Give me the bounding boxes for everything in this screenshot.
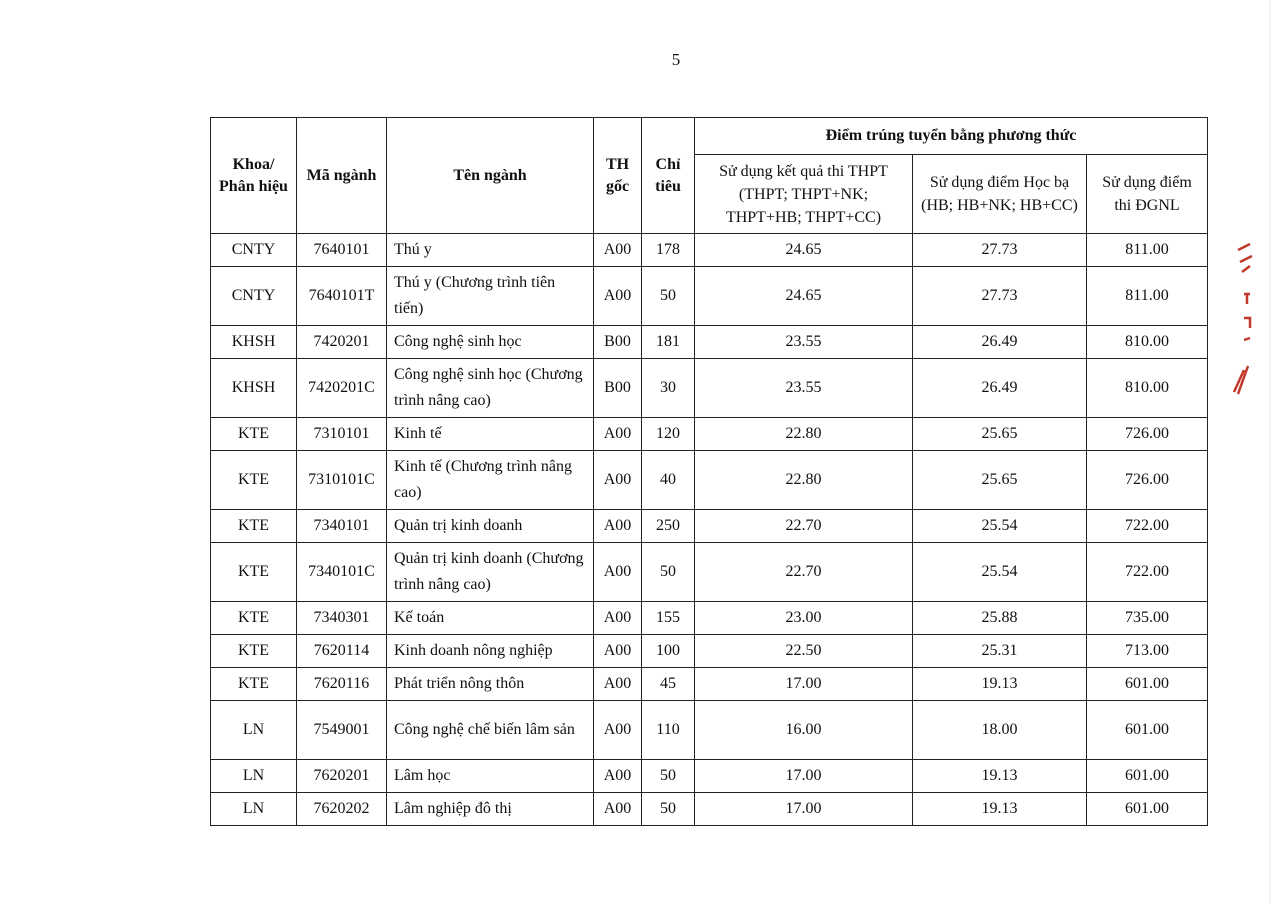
cell-group: A00: [594, 760, 642, 793]
cell-thpt: 17.00: [695, 793, 913, 826]
cell-code: 7620116: [297, 668, 387, 701]
cell-thpt: 24.65: [695, 267, 913, 326]
header-code: Mã ngành: [297, 118, 387, 234]
cell-dgnl: 713.00: [1087, 635, 1208, 668]
table-row: [211, 668, 1208, 701]
cell-thpt: 22.50: [695, 635, 913, 668]
page-number: 5: [671, 50, 681, 69]
cell-quota: 181: [642, 326, 695, 359]
cell-name: Công nghệ sinh học (Chương trình nâng cao): [387, 359, 594, 418]
cell-group: B00: [594, 326, 642, 359]
cell-hb: 19.13: [913, 793, 1087, 826]
table-row: [211, 326, 1208, 359]
cell-code: 7310101: [297, 418, 387, 451]
table-row: [211, 451, 1208, 510]
table-row: [211, 793, 1208, 826]
header-faculty: Khoa/ Phân hiệu: [211, 118, 297, 234]
cell-code: 7420201: [297, 326, 387, 359]
header-method-group: Điểm trúng tuyển bằng phương thức: [695, 118, 1208, 155]
cell-hb: 25.54: [913, 510, 1087, 543]
table-row: [211, 760, 1208, 793]
cell-faculty: KHSH: [211, 359, 297, 418]
cell-hb: 27.73: [913, 267, 1087, 326]
cell-group: A00: [594, 234, 642, 267]
cell-code: 7620202: [297, 793, 387, 826]
admission-score-table: [210, 117, 1208, 826]
table-row: [211, 234, 1208, 267]
table-row: [211, 701, 1208, 760]
cell-group: A00: [594, 668, 642, 701]
cell-faculty: KTE: [211, 668, 297, 701]
cell-quota: 45: [642, 668, 695, 701]
cell-group: A00: [594, 451, 642, 510]
cell-code: 7640101: [297, 234, 387, 267]
cell-name: Công nghệ chế biến lâm sản: [387, 701, 594, 760]
header-name: Tên ngành: [387, 118, 594, 234]
table-row: [211, 359, 1208, 418]
header-method-thpt: Sử dụng kết quả thi THPT (THPT; THPT+NK; THPT+HB; THPT+CC): [695, 155, 913, 234]
cell-thpt: 24.65: [695, 234, 913, 267]
cell-code: 7310101C: [297, 451, 387, 510]
cell-group: A00: [594, 418, 642, 451]
cell-quota: 178: [642, 234, 695, 267]
cell-group: A00: [594, 635, 642, 668]
cell-faculty: KTE: [211, 543, 297, 602]
cell-hb: 25.31: [913, 635, 1087, 668]
cell-dgnl: 601.00: [1087, 701, 1208, 760]
cell-hb: 25.54: [913, 543, 1087, 602]
cell-thpt: 22.70: [695, 510, 913, 543]
header-method-hb: Sử dụng điểm Học bạ (HB; HB+NK; HB+CC): [913, 155, 1087, 234]
cell-thpt: 23.55: [695, 359, 913, 418]
header-row-top: [211, 118, 1208, 155]
cell-thpt: 22.80: [695, 451, 913, 510]
cell-name: Kinh tế: [387, 418, 594, 451]
cell-quota: 30: [642, 359, 695, 418]
cell-quota: 50: [642, 793, 695, 826]
cell-faculty: KTE: [211, 418, 297, 451]
cell-dgnl: 726.00: [1087, 418, 1208, 451]
cell-dgnl: 601.00: [1087, 793, 1208, 826]
cell-name: Lâm học: [387, 760, 594, 793]
cell-faculty: KTE: [211, 451, 297, 510]
cell-thpt: 17.00: [695, 668, 913, 701]
cell-quota: 50: [642, 267, 695, 326]
cell-dgnl: 722.00: [1087, 510, 1208, 543]
cell-dgnl: 735.00: [1087, 602, 1208, 635]
table-row: [211, 267, 1208, 326]
cell-faculty: LN: [211, 701, 297, 760]
cell-name: Lâm nghiệp đô thị: [387, 793, 594, 826]
cell-name: Kế toán: [387, 602, 594, 635]
cell-quota: 100: [642, 635, 695, 668]
red-stamp-edge-marks: [1220, 0, 1280, 904]
cell-hb: 26.49: [913, 359, 1087, 418]
table-row: [211, 543, 1208, 602]
cell-code: 7340301: [297, 602, 387, 635]
header-group: TH gốc: [594, 118, 642, 234]
cell-name: Thú y: [387, 234, 594, 267]
cell-thpt: 16.00: [695, 701, 913, 760]
cell-faculty: KHSH: [211, 326, 297, 359]
cell-group: A00: [594, 543, 642, 602]
cell-dgnl: 810.00: [1087, 359, 1208, 418]
cell-code: 7420201C: [297, 359, 387, 418]
cell-thpt: 23.55: [695, 326, 913, 359]
cell-code: 7640101T: [297, 267, 387, 326]
cell-thpt: 23.00: [695, 602, 913, 635]
cell-name: Thú y (Chương trình tiên tiến): [387, 267, 594, 326]
cell-group: A00: [594, 602, 642, 635]
cell-group: A00: [594, 701, 642, 760]
cell-faculty: KTE: [211, 635, 297, 668]
cell-code: 7340101C: [297, 543, 387, 602]
cell-thpt: 17.00: [695, 760, 913, 793]
cell-code: 7549001: [297, 701, 387, 760]
header-method-dgnl: Sử dụng điểm thi ĐGNL: [1087, 155, 1208, 234]
table-row: [211, 635, 1208, 668]
cell-group: A00: [594, 267, 642, 326]
cell-hb: 25.65: [913, 451, 1087, 510]
cell-name: Kinh tế (Chương trình nâng cao): [387, 451, 594, 510]
cell-thpt: 22.80: [695, 418, 913, 451]
cell-quota: 40: [642, 451, 695, 510]
cell-name: Kinh doanh nông nghiệp: [387, 635, 594, 668]
cell-quota: 250: [642, 510, 695, 543]
cell-code: 7620201: [297, 760, 387, 793]
cell-dgnl: 811.00: [1087, 234, 1208, 267]
cell-hb: 26.49: [913, 326, 1087, 359]
cell-quota: 50: [642, 760, 695, 793]
cell-quota: 120: [642, 418, 695, 451]
table-body: [211, 234, 1208, 826]
cell-quota: 50: [642, 543, 695, 602]
cell-group: A00: [594, 793, 642, 826]
cell-name: Công nghệ sinh học: [387, 326, 594, 359]
cell-group: B00: [594, 359, 642, 418]
cell-name: Phát triển nông thôn: [387, 668, 594, 701]
cell-name: Quản trị kinh doanh: [387, 510, 594, 543]
cell-faculty: KTE: [211, 602, 297, 635]
cell-hb: 25.65: [913, 418, 1087, 451]
cell-dgnl: 810.00: [1087, 326, 1208, 359]
cell-dgnl: 722.00: [1087, 543, 1208, 602]
cell-name: Quản trị kinh doanh (Chương trình nâng cao): [387, 543, 594, 602]
cell-code: 7340101: [297, 510, 387, 543]
cell-quota: 110: [642, 701, 695, 760]
cell-dgnl: 601.00: [1087, 668, 1208, 701]
cell-group: A00: [594, 510, 642, 543]
table-row: [211, 418, 1208, 451]
cell-hb: 25.88: [913, 602, 1087, 635]
cell-thpt: 22.70: [695, 543, 913, 602]
cell-faculty: LN: [211, 760, 297, 793]
cell-dgnl: 726.00: [1087, 451, 1208, 510]
cell-faculty: LN: [211, 793, 297, 826]
cell-hb: 19.13: [913, 668, 1087, 701]
cell-code: 7620114: [297, 635, 387, 668]
header-quota: Chỉ tiêu: [642, 118, 695, 234]
cell-dgnl: 601.00: [1087, 760, 1208, 793]
cell-hb: 19.13: [913, 760, 1087, 793]
cell-faculty: CNTY: [211, 267, 297, 326]
cell-faculty: KTE: [211, 510, 297, 543]
cell-hb: 27.73: [913, 234, 1087, 267]
cell-faculty: CNTY: [211, 234, 297, 267]
cell-hb: 18.00: [913, 701, 1087, 760]
cell-quota: 155: [642, 602, 695, 635]
table-row: [211, 602, 1208, 635]
cell-dgnl: 811.00: [1087, 267, 1208, 326]
table-row: [211, 510, 1208, 543]
